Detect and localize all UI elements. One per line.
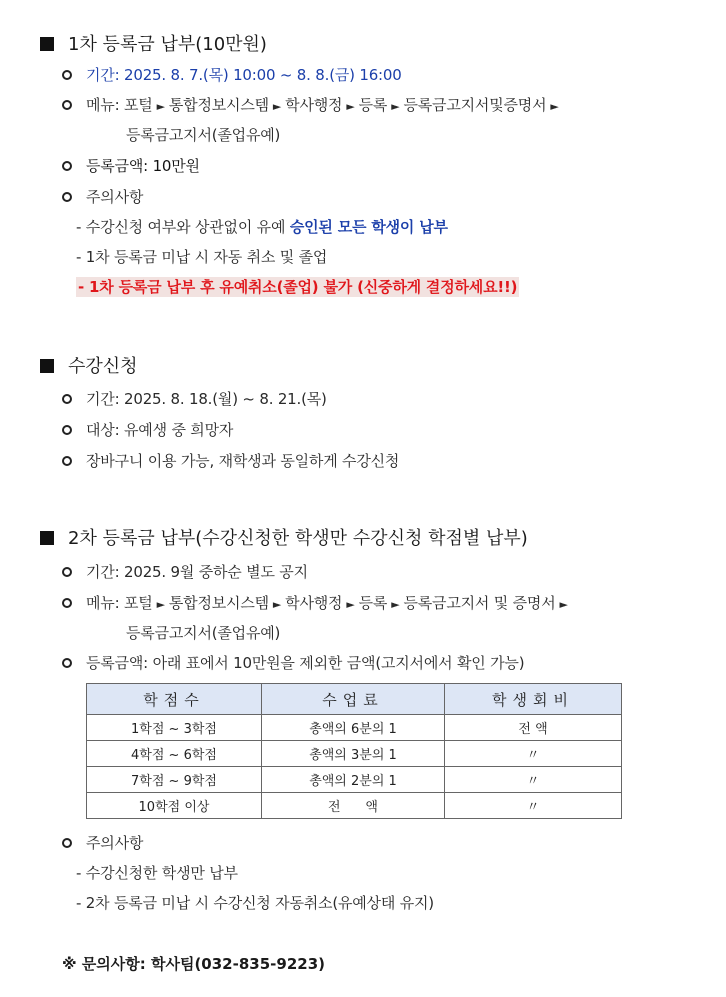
sec1-notes-title: 주의사항 — [62, 186, 143, 207]
circle-bullet-icon — [62, 100, 72, 110]
table-row — [87, 767, 622, 793]
section-1-title: 1차 등록금 납부(10만원) — [40, 30, 267, 56]
circle-bullet-icon — [62, 567, 72, 577]
section-2-title: 수강신청 — [40, 352, 138, 378]
black-square-icon — [40, 37, 54, 51]
circle-bullet-icon — [62, 598, 72, 608]
circle-bullet-icon — [62, 394, 72, 404]
circle-bullet-icon — [62, 658, 72, 668]
table-row — [87, 715, 622, 741]
table-header-tuition: 수업료 — [262, 684, 445, 715]
table-cell: 〃 — [445, 793, 622, 819]
circle-bullet-icon — [62, 456, 72, 466]
table-cell: 총액의 6분의 1 — [262, 715, 445, 741]
table-cell: 전 액 — [262, 793, 445, 819]
black-square-icon — [40, 359, 54, 373]
sec3-menu: 메뉴: 포털 ► 통합정보시스템 ► 학사행정 ► 등록 ► 등록금고지서 및 증명서 ► — [62, 592, 572, 613]
triangle-right-icon: ► — [346, 598, 355, 611]
circle-bullet-icon — [62, 161, 72, 171]
sec2-cart: 장바구니 이용 가능, 재학생과 동일하게 수강신청 — [62, 450, 399, 471]
table-cell: 총액의 3분의 1 — [262, 741, 445, 767]
circle-bullet-icon — [62, 838, 72, 848]
sec3-notes-title: 주의사항 — [62, 832, 143, 853]
triangle-right-icon: ► — [272, 100, 282, 113]
triangle-right-icon: ► — [391, 100, 400, 113]
triangle-right-icon: ► — [156, 598, 165, 611]
triangle-right-icon: ► — [156, 100, 165, 113]
sec3-amount: 등록금액: 아래 표에서 10만원을 제외한 금액(고지서에서 확인 가능) — [62, 652, 524, 673]
sec1-note-2: - 1차 등록금 미납 시 자동 취소 및 졸업 — [76, 248, 328, 266]
triangle-right-icon: ► — [391, 598, 400, 611]
sec2-period: 기간: 2025. 8. 18.(월) ~ 8. 21.(목) — [62, 388, 327, 409]
sec3-note-2: - 2차 등록금 미납 시 수강신청 자동취소(유예상태 유지) — [76, 894, 434, 912]
sec3-note-1: - 수강신청한 학생만 납부 — [76, 864, 238, 882]
table-header-student-fee: 학생회비 — [445, 684, 622, 715]
table-row — [87, 793, 622, 819]
sec1-menu: 메뉴: 포털 ► 통합정보시스템 ► 학사행정 ► 등록 ► 등록금고지서및증명서 ► — [62, 94, 563, 115]
table-cell: 1학점 ~ 3학점 — [87, 715, 262, 741]
table-cell: 전 액 — [445, 715, 622, 741]
sec1-menu-cont: 등록금고지서(졸업유예) — [126, 126, 281, 144]
triangle-right-icon: ► — [272, 598, 282, 611]
sec1-note-1: - 수강신청 여부와 상관없이 유예 승인된 모든 학생이 납부 — [76, 218, 448, 236]
triangle-right-icon: ► — [550, 100, 559, 113]
sec3-period: 기간: 2025. 9월 중하순 별도 공지 — [62, 561, 308, 582]
triangle-right-icon: ► — [346, 100, 355, 113]
section-3-title: 2차 등록금 납부(수강신청한 학생만 수강신청 학점별 납부) — [40, 524, 528, 550]
sec3-menu-cont: 등록금고지서(졸업유예) — [126, 624, 281, 642]
tuition-table — [86, 683, 622, 819]
sec1-period: 기간: 2025. 8. 7.(목) 10:00 ~ 8. 8.(금) 16:00 — [62, 64, 402, 85]
sec2-target: 대상: 유예생 중 희망자 — [62, 419, 233, 440]
table-cell: 4학점 ~ 6학점 — [87, 741, 262, 767]
circle-bullet-icon — [62, 192, 72, 202]
table-header-credits: 학점수 — [87, 684, 262, 715]
table-cell: 〃 — [445, 741, 622, 767]
sec1-note-3: - 1차 등록금 납부 후 유예취소(졸업) 불가 (신중하게 결정하세요!!) — [78, 278, 518, 296]
table-header-row — [87, 684, 622, 715]
contact-info: ※ 문의사항: 학사팀(032-835-9223) — [62, 955, 325, 973]
circle-bullet-icon — [62, 70, 72, 80]
sec1-amount: 등록금액: 10만원 — [62, 155, 200, 176]
table-row — [87, 741, 622, 767]
triangle-right-icon: ► — [559, 598, 568, 611]
table-cell: 〃 — [445, 767, 622, 793]
table-cell: 7학점 ~ 9학점 — [87, 767, 262, 793]
circle-bullet-icon — [62, 425, 72, 435]
table-cell: 총액의 2분의 1 — [262, 767, 445, 793]
table-cell: 10학점 이상 — [87, 793, 262, 819]
black-square-icon — [40, 531, 54, 545]
